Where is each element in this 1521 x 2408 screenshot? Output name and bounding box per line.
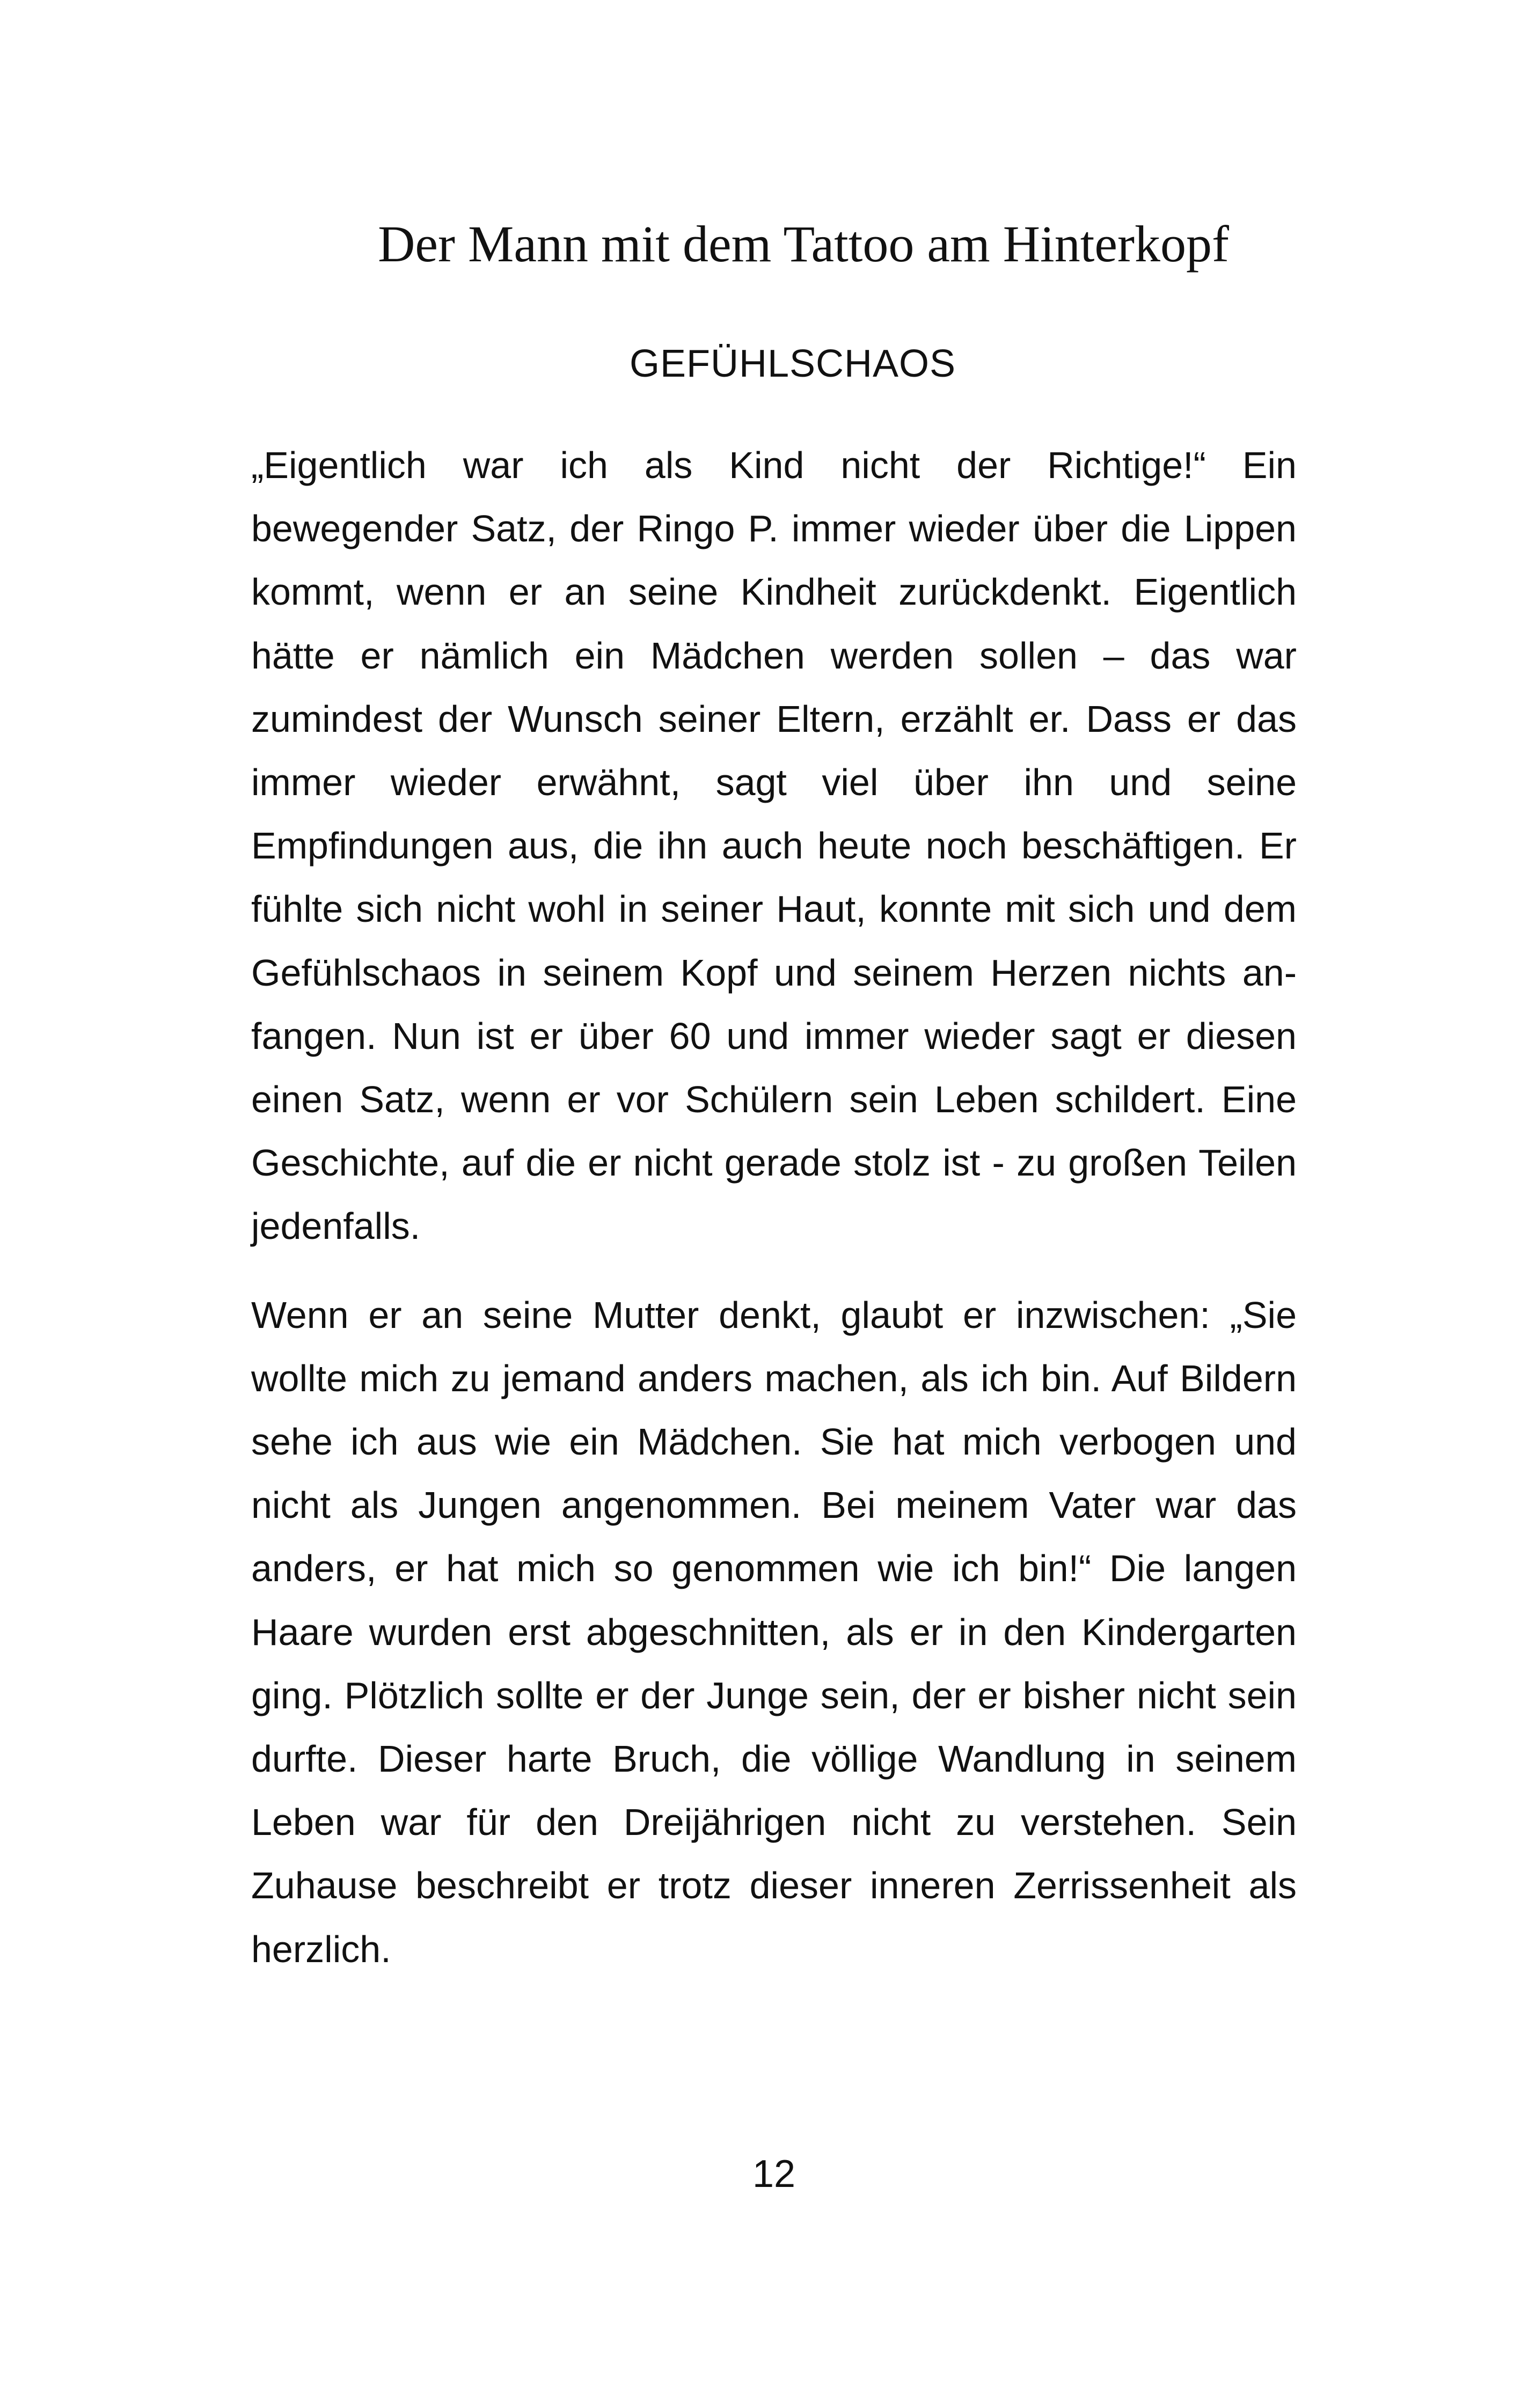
running-header-title: Der Mann mit dem Tattoo am Hinterkopf (378, 215, 1229, 273)
body-text (251, 434, 1297, 1981)
page-number: 12 (752, 2153, 796, 2196)
chapter-title: GEFÜHLSCHAOS (629, 342, 956, 385)
paragraph: Wenn er an seine Mutter denkt, glaubt er inzwischen: „Sie wollte mich zu jemand anders machen, als ich bin. Auf Bildern sehe ich aus wie ein Mädchen. Sie hat mich verbogen und nicht als Jungen angenommen. Bei meinem Vater war das anders, er hat mich so genommen wie ich bin!“ Die langen Haare wurden erst abgeschnitten, als er in den Kindergarten ging. Plötzlich sollte er der Junge sein, der er bisher nicht sein durfte. Dieser harte Bruch, die völlige Wandlung in seinem Leben war für den Dreijährigen nicht zu verstehen. Sein Zuhause beschreibt er trotz dieser inneren Zerrissenheit als herzlich. (251, 1294, 1297, 1970)
running-header (0, 212, 1521, 276)
paragraph: „Eigentlich war ich als Kind nicht der Richtige!“ Ein bewegender Satz, der Ringo P. immer wieder über die Lippen kommt, wenn er an seine Kindheit zurückdenkt. Eigentlich hätte er nämlich ein Mädchen werden sollen – das war zumindest der Wunsch seiner Eltern, erzählt er. Dass er das immer wieder erwähnt, sagt viel über ihn und seine Empfindungen aus, die ihn auch heute noch beschäftigen. Er fühlte sich nicht wohl in seiner Haut, konnte mit sich und dem Gefühlschaos in seinem Kopf und seinem Herzen nichts anfangen. Nun ist er über 60 und immer wieder sagt er diesen einen Satz, wenn er vor Schülern sein Leben schildert. Eine Geschichte, auf die er nicht gerade stolz ist - zu großen Teilen jedenfalls. (251, 444, 1297, 1247)
